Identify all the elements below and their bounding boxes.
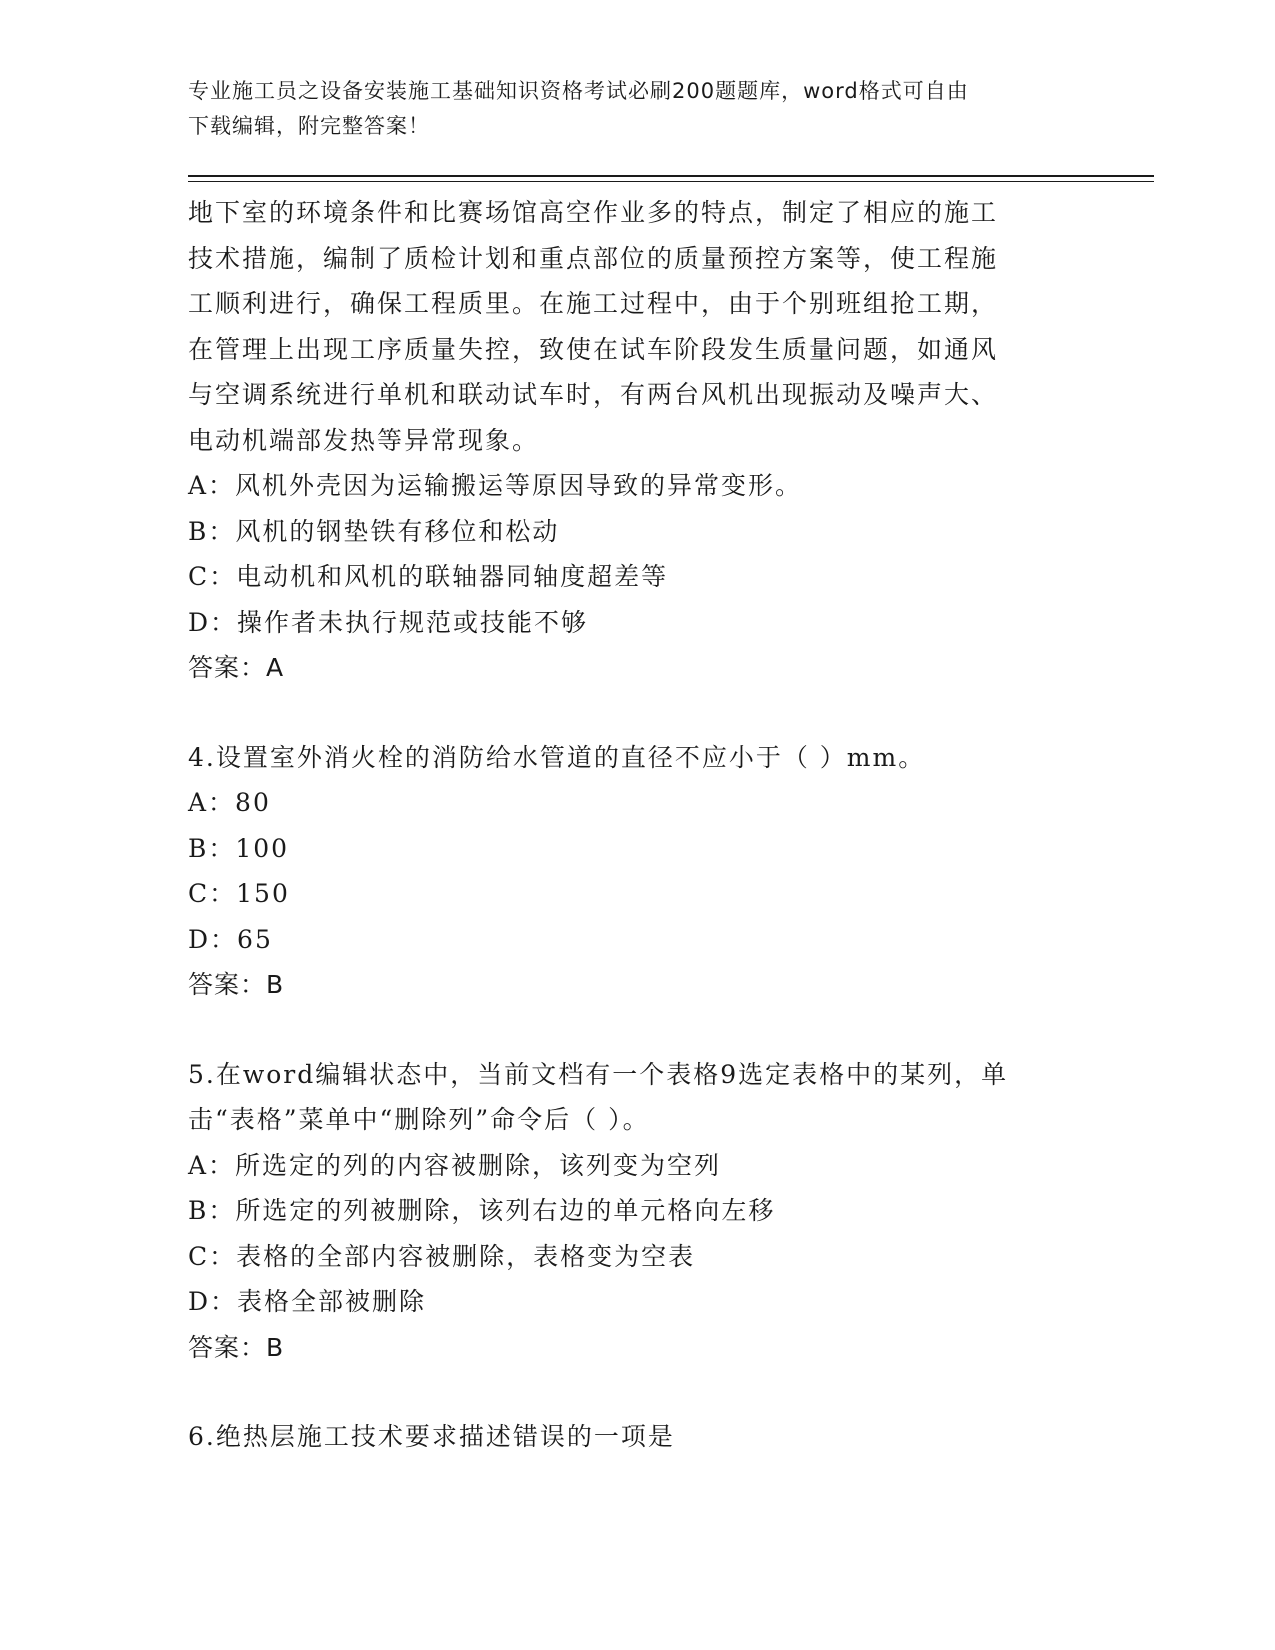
spacer xyxy=(188,1370,1088,1414)
answer: 答案：A xyxy=(188,653,285,682)
option-b: B：风机的钢垫铁有移位和松动 xyxy=(188,516,560,546)
stem-line: 与空调系统进行单机和联动试车时，有两台风机出现振动及噪声大、 xyxy=(188,380,999,409)
stem-line: 在管理上出现工序质量失控，致使在试车阶段发生质量问题，如通风 xyxy=(188,334,999,364)
option-d: D：65 xyxy=(188,924,273,954)
stem-line: 5.在word编辑状态中，当前文档有一个表格9选定表格中的某列，单 xyxy=(188,1059,1009,1089)
question-stem: 6.绝热层施工技术要求描述错误的一项是 xyxy=(188,1422,675,1451)
header-divider-thick xyxy=(188,175,1154,177)
option-c: C：表格的全部内容被删除，表格变为空表 xyxy=(188,1241,696,1271)
question-stem: 4.设置室外消火栓的消防给水管道的直径不应小于（ ）mm。 xyxy=(188,742,926,772)
question-stem xyxy=(188,190,1088,463)
stem-line: 技术措施，编制了质检计划和重点部位的质量预控方案等，使工程施 xyxy=(188,243,999,273)
stem-line: 电动机端部发热等异常现象。 xyxy=(188,425,540,455)
option-a: A：风机外壳因为运输搬运等原因导致的异常变形。 xyxy=(188,471,803,500)
option-a: A：所选定的列的内容被删除，该列变为空列 xyxy=(188,1150,722,1180)
option-c: C：电动机和风机的联轴器同轴度超差等 xyxy=(188,562,669,591)
spacer xyxy=(188,1008,1088,1052)
question-5 xyxy=(188,1052,1088,1371)
header-line-2: 下载编辑，附完整答案！ xyxy=(188,114,430,138)
header-line-1: 专业施工员之设备安装施工基础知识资格考试必刷200题题库，word格式可自由 xyxy=(188,79,969,103)
header-divider-thin xyxy=(188,181,1154,182)
option-b: B：100 xyxy=(188,833,290,863)
option-b: B：所选定的列被删除，该列右边的单元格向左移 xyxy=(188,1196,776,1225)
stem-line: 击“表格”菜单中“删除列”命令后（ ）。 xyxy=(188,1105,650,1134)
document-body xyxy=(188,190,1088,1460)
answer: 答案：B xyxy=(188,970,285,999)
option-a: A：80 xyxy=(188,788,271,817)
question-4 xyxy=(188,735,1088,1008)
question-3 xyxy=(188,190,1088,691)
answer: 答案：B xyxy=(188,1332,285,1362)
option-d: D：表格全部被删除 xyxy=(188,1287,427,1316)
option-c: C：150 xyxy=(188,879,290,908)
stem-line: 地下室的环境条件和比赛场馆高空作业多的特点，制定了相应的施工 xyxy=(188,198,999,227)
option-d: D：操作者未执行规范或技能不够 xyxy=(188,607,589,637)
spacer xyxy=(188,691,1088,735)
question-6 xyxy=(188,1414,1088,1460)
page-header xyxy=(188,74,1068,144)
stem-line: 工顺利进行，确保工程质里。在施工过程中，由于个别班组抢工期， xyxy=(188,289,999,318)
